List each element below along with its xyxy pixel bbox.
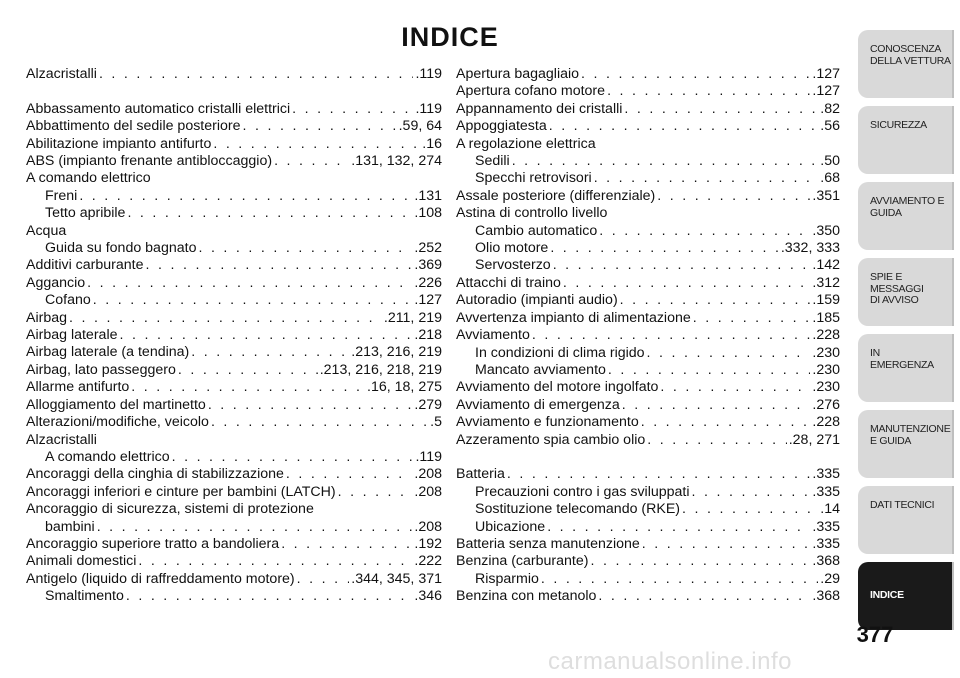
index-subentry[interactable]: Specchi retrovisori . . . .68	[456, 170, 840, 187]
index-heading: Acqua	[26, 222, 67, 239]
tab-in-emergenza[interactable]: IN EMERGENZA	[858, 334, 954, 402]
index-entry[interactable]: Ancoraggi della cinghia di stabilizzazione . . . .208	[26, 466, 442, 483]
tab-avviamento-e-guida[interactable]: AVVIAMENTO E GUIDA	[858, 182, 954, 250]
index-heading: Astina di controllo livello	[456, 205, 608, 222]
index-subentry[interactable]: Cofano . . . .127	[26, 292, 442, 309]
tab-spie-e-messaggi[interactable]: SPIE E MESSAGGI DI AVVISO	[858, 258, 954, 326]
index-entry[interactable]: Autoradio (impianti audio) . . . .159	[456, 292, 840, 309]
index-entry[interactable]: Apertura cofano motore . . . .127	[456, 83, 840, 100]
index-entry[interactable]: Abbassamento automatico cristalli elettrici . . . .119	[26, 101, 442, 118]
index-heading: Ancoraggio di sicurezza, sistemi di protezione	[26, 501, 314, 518]
index-entry[interactable]: Batteria . . . .335	[456, 466, 840, 483]
index-heading: Alzacristalli	[26, 431, 97, 448]
index-entry[interactable]: Alloggiamento del martinetto . . . .279	[26, 397, 442, 414]
index-entry[interactable]: ABS (impianto frenante antibloccaggio) . . . .131, 132, 274	[26, 153, 442, 170]
index-subentry[interactable]: Tetto apribile . . . .108	[26, 205, 442, 222]
index-entry[interactable]: Avviamento e funzionamento . . . .228	[456, 414, 840, 431]
page-number: 377	[856, 622, 894, 647]
index-subentry[interactable]: Olio motore . . . .332, 333	[456, 240, 840, 257]
index-entry[interactable]: Animali domestici . . . .222	[26, 553, 442, 570]
index-entry[interactable]: Apertura bagagliaio . . . .127	[456, 66, 840, 83]
index-entry[interactable]: Azzeramento spia cambio olio . . . .28, 271	[456, 432, 840, 449]
index-entry[interactable]: Ancoraggio superiore tratto a bandoliera . . . .192	[26, 536, 442, 553]
index-heading: A regolazione elettrica	[456, 135, 596, 152]
tab-conoscenza-della-vettura[interactable]: CONOSCENZA DELLA VETTURA	[858, 30, 954, 98]
index-entry[interactable]: Alterazioni/modifiche, veicolo . . . .5	[26, 414, 442, 431]
index-entry[interactable]: Aggancio . . . .226	[26, 275, 442, 292]
index-title: INDICE	[401, 22, 499, 52]
index-entry[interactable]: Appoggiatesta . . . .56	[456, 118, 840, 135]
index-entry[interactable]: Abilitazione impianto antifurto . . . .16	[26, 136, 442, 153]
index-entry[interactable]: Assale posteriore (differenziale) . . . .351	[456, 188, 840, 205]
index-subentry[interactable]: Risparmio . . . .29	[456, 571, 840, 588]
index-entry[interactable]: Airbag laterale . . . .218	[26, 327, 442, 344]
tab-dati-tecnici[interactable]: DATI TECNICI	[858, 486, 954, 554]
tab-manutenzione-e-guida[interactable]: MANUTENZIONE E GUIDA	[858, 410, 954, 478]
index-entry[interactable]: Attacchi di traino . . . .312	[456, 275, 840, 292]
index-subentry[interactable]: Sostituzione telecomando (RKE) . . . .14	[456, 501, 840, 518]
index-entry[interactable]: Additivi carburante . . . .369	[26, 257, 442, 274]
index-entry[interactable]: Ancoraggi inferiori e cinture per bambini (LATCH) . . . .208	[26, 484, 442, 501]
index-right-column	[456, 66, 840, 606]
index-entry[interactable]: Airbag, lato passeggero . . . .213, 216, 218, 219	[26, 362, 442, 379]
index-entry[interactable]: Avvertenza impianto di alimentazione . . . .185	[456, 310, 840, 327]
index-entry[interactable]: Abbattimento del sedile posteriore . . . .59, 64	[26, 118, 442, 135]
index-entry[interactable]: Alzacristalli . . . .119	[26, 66, 442, 83]
index-entry[interactable]: Benzina con metanolo . . . .368	[456, 588, 840, 605]
index-subentry[interactable]: A comando elettrico . . . .119	[26, 449, 442, 466]
index-entry[interactable]: Airbag laterale (a tendina) . . . .213, 216, 219	[26, 344, 442, 361]
index-subentry[interactable]: Freni . . . .131	[26, 188, 442, 205]
tab-indice[interactable]: INDICE	[858, 562, 954, 630]
index-entry[interactable]: Appannamento dei cristalli . . . .82	[456, 101, 840, 118]
tab-sicurezza[interactable]: SICUREZZA	[858, 106, 954, 174]
index-entry[interactable]: Avviamento del motore ingolfato . . . .230	[456, 379, 840, 396]
index-subentry[interactable]: In condizioni di clima rigido . . . .230	[456, 345, 840, 362]
index-entry[interactable]: Allarme antifurto . . . .16, 18, 275	[26, 379, 442, 396]
index-entry[interactable]: Antigelo (liquido di raffreddamento motore) . . . .344, 345, 371	[26, 571, 442, 588]
watermark: carmanualsonline.info	[548, 648, 792, 675]
index-entry[interactable]: Airbag . . . .211, 219	[26, 310, 442, 327]
index-heading: A comando elettrico	[26, 170, 151, 187]
index-subentry[interactable]: Ubicazione . . . .335	[456, 519, 840, 536]
index-entry[interactable]: Avviamento di emergenza . . . .276	[456, 397, 840, 414]
index-subentry[interactable]: bambini . . . .208	[26, 519, 442, 536]
index-entry[interactable]: Benzina (carburante) . . . .368	[456, 553, 840, 570]
chapter-tabs	[858, 30, 954, 638]
index-entry[interactable]: Avviamento . . . .228	[456, 327, 840, 344]
index-subentry[interactable]: Guida su fondo bagnato . . . .252	[26, 240, 442, 257]
index-entry[interactable]: Batteria senza manutenzione . . . .335	[456, 536, 840, 553]
index-subentry[interactable]: Mancato avviamento . . . .230	[456, 362, 840, 379]
index-subentry[interactable]: Sedili . . . .50	[456, 153, 840, 170]
index-left-column	[26, 66, 442, 606]
index-subentry[interactable]: Smaltimento . . . .346	[26, 588, 442, 605]
index-subentry[interactable]: Cambio automatico . . . .350	[456, 223, 840, 240]
index-subentry[interactable]: Precauzioni contro i gas sviluppati . . . .335	[456, 484, 840, 501]
index-subentry[interactable]: Servosterzo . . . .142	[456, 257, 840, 274]
